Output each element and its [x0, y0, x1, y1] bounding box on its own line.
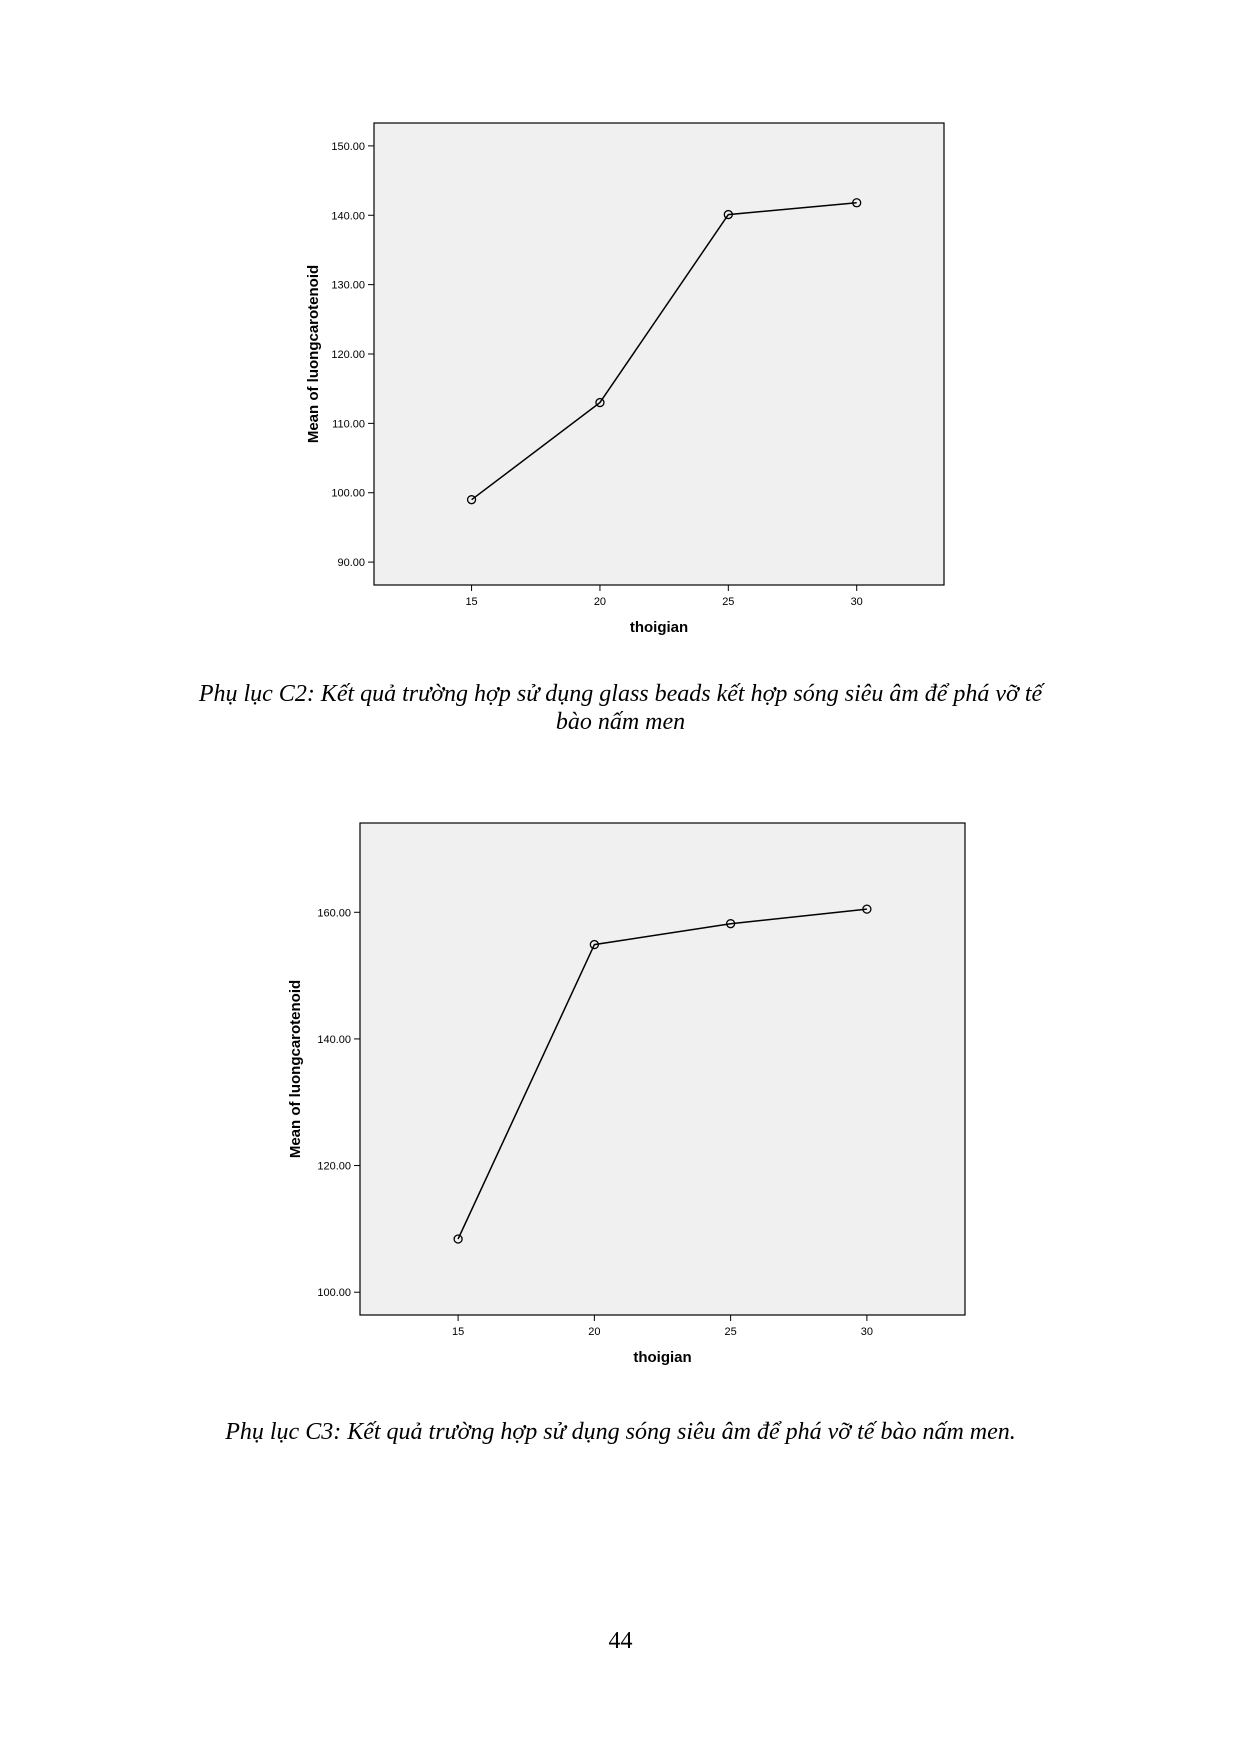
y-tick-label: 140.00	[317, 1033, 351, 1046]
x-axis-label: thoigian	[633, 1349, 692, 1366]
caption-c3: Phụ lục C3: Kết quả trường hợp sử dụng sóng siêu âm để phá vỡ tế bào nấm men.	[225, 1419, 1016, 1445]
x-tick-label: 30	[860, 1326, 874, 1338]
y-tick-label: 120.00	[317, 1160, 351, 1173]
y-tick-label: 110.00	[332, 418, 365, 431]
y-tick-label: 120.00	[331, 349, 365, 361]
x-tick-label: 30	[850, 596, 863, 608]
x-tick-label: 20	[593, 596, 607, 608]
plot-area	[360, 823, 965, 1315]
y-tick-label: 100.00	[331, 487, 365, 500]
caption-c2-line2: bào nấm men	[555, 709, 686, 735]
page-number: 44	[608, 1628, 633, 1654]
x-axis-label: thoigian	[629, 619, 689, 636]
x-tick-label: 20	[588, 1326, 601, 1338]
y-axis-label: Mean of luongcarotenoid	[305, 264, 322, 444]
y-tick-label: 140.00	[331, 210, 365, 223]
y-tick-label: 100.00	[317, 1287, 351, 1300]
y-tick-label: 160.00	[317, 907, 351, 920]
y-tick-label: 130.00	[331, 279, 365, 292]
y-tick-label: 150.00	[331, 140, 365, 153]
x-tick-label: 25	[724, 1326, 737, 1338]
caption-c2-line1: Phụ lục C2: Kết quả trường hợp sử dụng glass beads kết hợp sóng siêu âm để phá vỡ tế	[198, 681, 1043, 707]
x-tick-label: 15	[451, 1326, 465, 1338]
y-axis-label: Mean of luongcarotenoid	[287, 979, 304, 1159]
x-tick-label: 15	[465, 596, 478, 608]
y-tick-label: 90.00	[337, 557, 365, 570]
x-tick-label: 25	[722, 596, 735, 608]
